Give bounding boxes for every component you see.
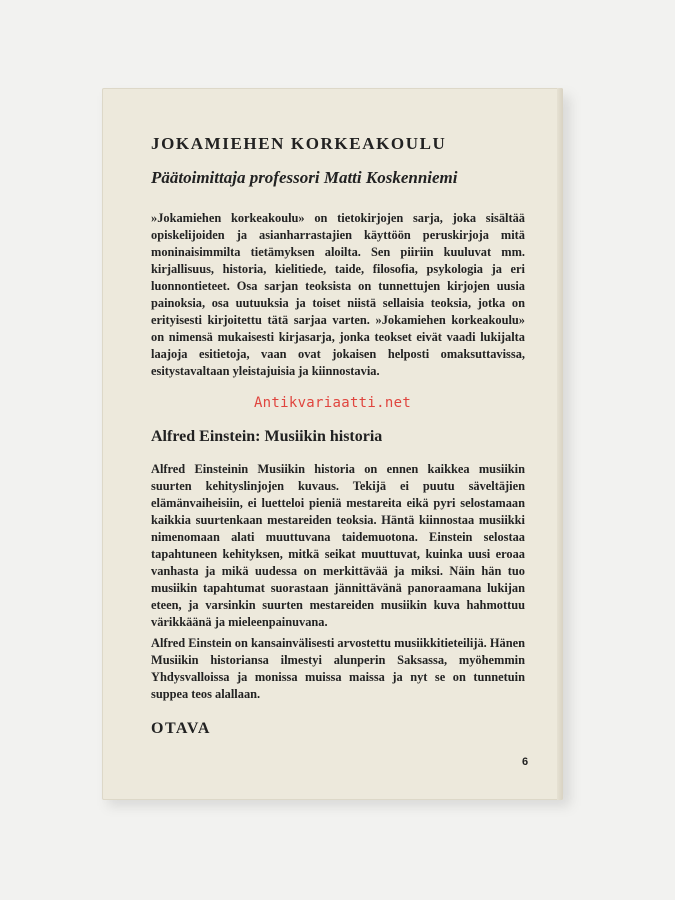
author-description: Alfred Einstein on kansainvälisesti arvostettu musiikkitieteilijä. Hänen Musiikin historiansa ilmestyi alunperin Saksassa, myöhemmin Yhdysvalloissa ja monissa muissa maissa ja nyt se on tunnetuin suppea teos alallaan.	[151, 636, 525, 701]
cover-spine-edge	[557, 88, 563, 800]
series-title: JOKAMIEHEN KORKEAKOULU	[151, 134, 447, 153]
editor-line: Päätoimittaja professori Matti Koskenniemi	[151, 168, 458, 187]
watermark: Antikvariaatti.net	[253, 395, 412, 411]
publisher-name: OTAVA	[151, 720, 211, 737]
book-description: Alfred Einsteinin Musiikin historia on ennen kaikkea musiikin suurten kehityslinjojen kuvaus. Tekijä ei puutu säveltäjien elämänvaiheisiin, ei luetteloi pieniä mestareita eikä pyri selostamaan kaikkia suurtenkaan mestareiden teoksia. Häntä kiinnostaa musiikki nimenomaan alati muuttuvana taidemuotona. Einstein selostaa tapahtuneen kehityksen, mitkä seikat muuttuvat, kuinka uusi eroaa vanhasta ja mikä uudessa on merkittävää ja miksi. Näin hän tuo musiikin tapahtumat suorastaan jännittävänä panoraamana lukijan eteen, ja varsinkin suurten mestareiden musiikin kuva hahmottuu värikkäänä ja mieleenpainuvana.	[151, 462, 525, 629]
book-title: Alfred Einstein: Musiikin historia	[151, 428, 383, 445]
series-description: »Jokamiehen korkeakoulu» on tietokirjojen sarja, joka sisältää opiskelijoiden ja asianharrastajien käyttöön peruskirjoja mitä moninaisimmilta tietämyksen aloilta. Sen piiriin kuuluvat mm. kirjallisuus, historia, kielitiede, taide, filosofia, psykologia ja eri luonnontieteet. Osa sarjan teoksista on tunnettujen kirjojen uusia painoksia, osa uutuuksia ja toiset niistä sellaisia teoksia, jotka on erityisesti kirjoitettu tätä sarjaa varten. »Jokamiehen korkeakoulu» on nimensä mukaisesti kirjasarja, jonka teokset eivät vaadi lukijalta laajoja esitietoja, vaan ovat jokaisen helposti omaksuttavissa, esitystavaltaan yleistajuisia ja kiinnostavia.	[151, 211, 525, 378]
volume-number: 6	[522, 756, 529, 768]
book-back-cover	[102, 88, 563, 800]
